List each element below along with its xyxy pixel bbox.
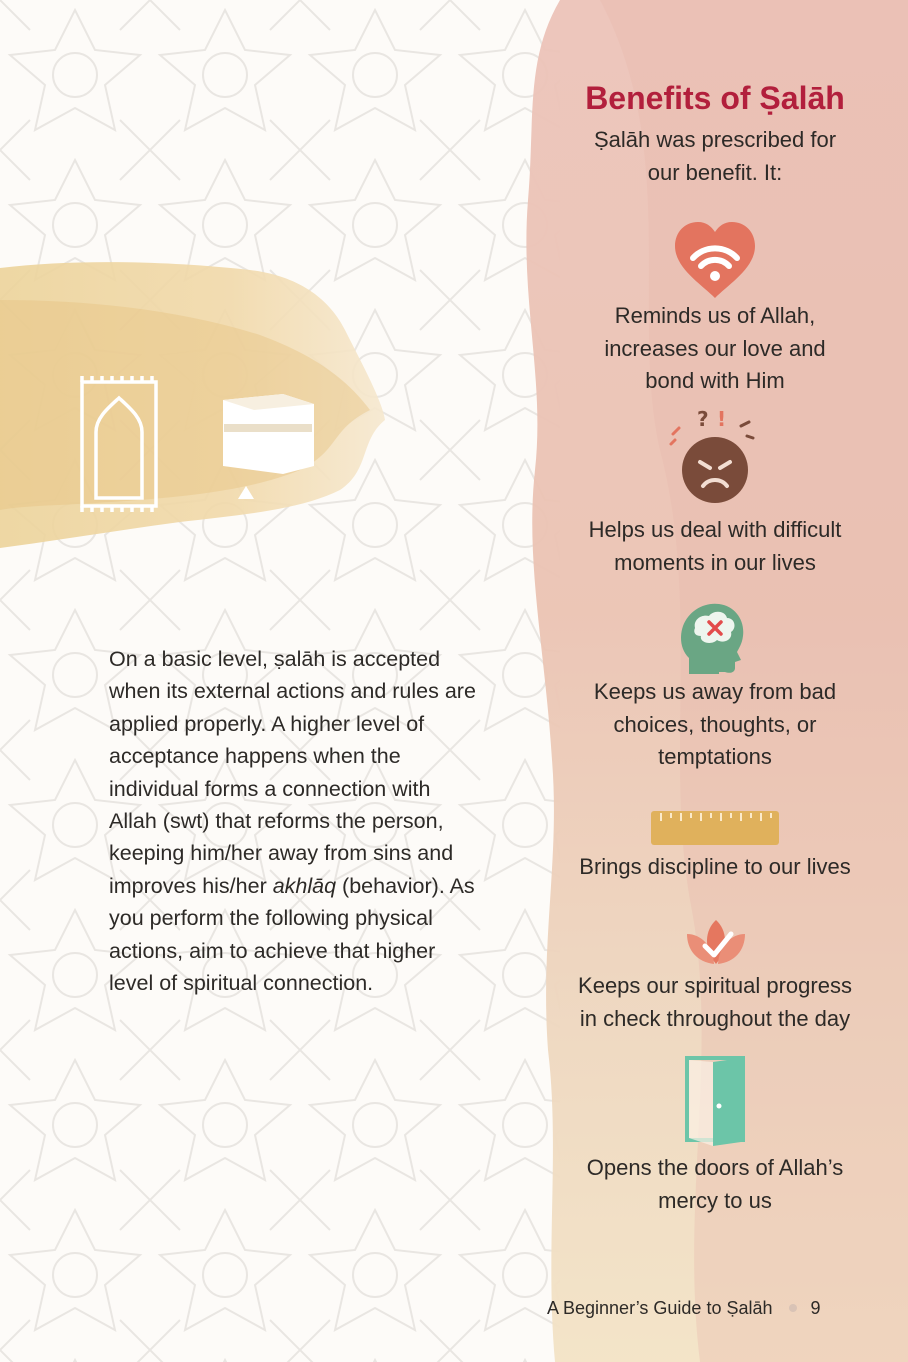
benefit-item-3 [555,676,875,774]
head-thought-icon [679,602,745,676]
benefit-1-line-2: increases our love and [604,335,826,361]
body-text-part1: On a basic level, ṣalāh is accepted when its external actions and rules are applied properly. A higher level of acceptance happens when the individual forms a connection with Allah (swt) that reforms the person, keeping him/her away from sins and improves his/her [109,647,476,898]
svg-text:!: ! [717,408,727,431]
prayer-mat-icon [82,376,156,512]
benefit-5-line-1: Keeps our spiritual progress [578,973,852,998]
body-text-part2: (behavior). As you perform the following physical actions, aim to achieve that higher level of spiritual connection. [109,873,475,996]
benefits-title: Benefits of Ṣalāh [585,80,845,116]
body-text-italic: akhlāq [272,873,337,898]
benefit-1-line-1: Reminds us of Allah, [614,303,816,328]
prayer-icons-banner [78,374,318,514]
footer-separator-dot [789,1304,797,1312]
footer-book-title: A Beginner’s Guide to Ṣalāh [547,1298,773,1318]
page-footer [547,1298,821,1319]
intro-line-1: Ṣalāh was prescribed for [593,127,837,152]
benefit-4-line-1: Brings discipline to our lives [579,854,851,879]
benefit-2-line-1: Helps us deal with difficult [588,517,842,542]
ruler-icon [651,811,779,845]
benefit-item-1 [555,300,875,398]
frustrated-face-icon [667,408,763,504]
open-door-icon [685,1056,745,1148]
kaaba-icon [223,394,314,499]
benefit-item-2 [555,514,875,579]
lotus-check-icon [683,918,749,968]
benefit-3-line-2: choices, thoughts, or [613,711,817,737]
benefits-intro [555,123,875,189]
benefit-6-line-2: mercy to us [658,1187,772,1213]
benefit-5-line-2: in check throughout the day [579,1005,851,1031]
benefit-3-line-1: Keeps us away from bad [593,679,837,704]
benefit-item-4 [555,851,875,884]
benefit-2-line-2: moments in our lives [614,549,816,575]
benefit-3-line-3: temptations [658,744,772,769]
benefit-6-line-1: Opens the doors of Allah’s [586,1155,844,1180]
benefit-item-5 [555,970,875,1035]
body-paragraph [109,643,479,999]
benefit-item-6 [555,1152,875,1217]
intro-line-2: our benefit. It: [647,160,783,185]
heart-wifi-icon [671,220,759,300]
svg-text:?: ? [697,408,709,431]
page-number: 9 [810,1298,821,1318]
benefit-1-line-3: bond with Him [645,368,785,393]
